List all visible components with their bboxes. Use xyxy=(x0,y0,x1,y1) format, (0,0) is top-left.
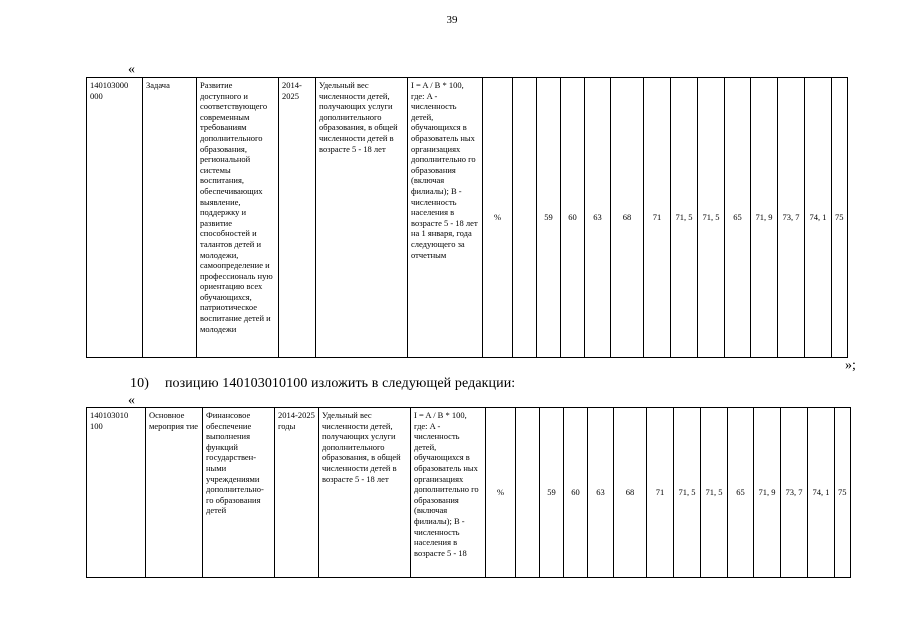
cell-empty xyxy=(513,78,537,358)
table-main-event xyxy=(86,407,851,578)
cell-formula: I = A / B * 100, где: A - численность детей, обучающихся в образователь ных организациях дополнительно го образования (включая филиалы); B - численность населения в возрасте 5 - 18 лет на 1 января, года следующего за отчетным xyxy=(408,78,483,358)
cell-value: 73, 7 xyxy=(778,78,805,358)
cell-value: 74, 1 xyxy=(808,408,835,578)
cell-unit: % xyxy=(486,408,516,578)
cell-value: 71, 9 xyxy=(754,408,781,578)
cell-value: 71, 5 xyxy=(698,78,725,358)
cell-empty xyxy=(516,408,540,578)
cell-value: 71 xyxy=(647,408,674,578)
cell-indicator: Удельный вес численности детей, получающих услуги дополнительного образования, в общей численности детей в возрасте 5 - 18 лет xyxy=(319,408,411,578)
cell-value: 74, 1 xyxy=(805,78,832,358)
cell-value: 71, 5 xyxy=(671,78,698,358)
paragraph-text: позицию 140103010100 изложить в следующей редакции: xyxy=(164,376,516,391)
cell-type: Задача xyxy=(143,78,197,358)
cell-value: 63 xyxy=(585,78,611,358)
cell-value: 60 xyxy=(561,78,585,358)
cell-value: 68 xyxy=(614,408,647,578)
cell-name: Финансовое обеспечение выполнения функций государствен- ными учреждениями дополнительно- го образования детей xyxy=(203,408,275,578)
cell-name: Развитие доступного и соответствующего современным требованиям дополнительного образования, региональной системы воспитания, обеспечивающих выявление, поддержку и развитие способностей и талантов детей и молодежи, самоопределение и профессиональ ную ориентацию всех обучающихся, патриотическое воспитание детей и молодежи xyxy=(197,78,279,358)
table-row xyxy=(87,408,851,578)
cell-value: 65 xyxy=(725,78,751,358)
cell-value: 60 xyxy=(564,408,588,578)
amendment-paragraph xyxy=(130,376,515,392)
cell-code: 140103010 100 xyxy=(87,408,146,578)
cell-value: 59 xyxy=(540,408,564,578)
cell-indicator: Удельный вес численности детей, получающих услуги дополнительного образования, в общей численности детей в возрасте 5 - 18 лет xyxy=(316,78,408,358)
opening-quote: « xyxy=(128,62,135,77)
paragraph-number: 10) xyxy=(130,376,149,391)
cell-value: 65 xyxy=(728,408,754,578)
cell-value: 73, 7 xyxy=(781,408,808,578)
table-task xyxy=(86,77,848,358)
opening-quote-2: « xyxy=(128,393,135,408)
cell-value: 59 xyxy=(537,78,561,358)
table-row xyxy=(87,78,848,358)
cell-period: 2014-2025 годы xyxy=(275,408,319,578)
cell-value: 75 xyxy=(835,408,851,578)
cell-value: 68 xyxy=(611,78,644,358)
cell-value: 71, 9 xyxy=(751,78,778,358)
cell-type: Основное мероприя тие xyxy=(146,408,203,578)
cell-code: 140103000 000 xyxy=(87,78,143,358)
page-number: 39 xyxy=(446,14,458,26)
cell-value: 71 xyxy=(644,78,671,358)
cell-value: 63 xyxy=(588,408,614,578)
cell-formula: I = A / B * 100, где: A - численность детей, обучающихся в образователь ных организациях дополнительно го образования (включая филиалы); B - численность населения в возрасте 5 - 18 xyxy=(411,408,486,578)
cell-value: 75 xyxy=(832,78,848,358)
cell-period: 2014-2025 xyxy=(279,78,316,358)
cell-value: 71, 5 xyxy=(674,408,701,578)
cell-unit: % xyxy=(483,78,513,358)
cell-value: 71, 5 xyxy=(701,408,728,578)
closing-quote: »; xyxy=(845,358,856,373)
